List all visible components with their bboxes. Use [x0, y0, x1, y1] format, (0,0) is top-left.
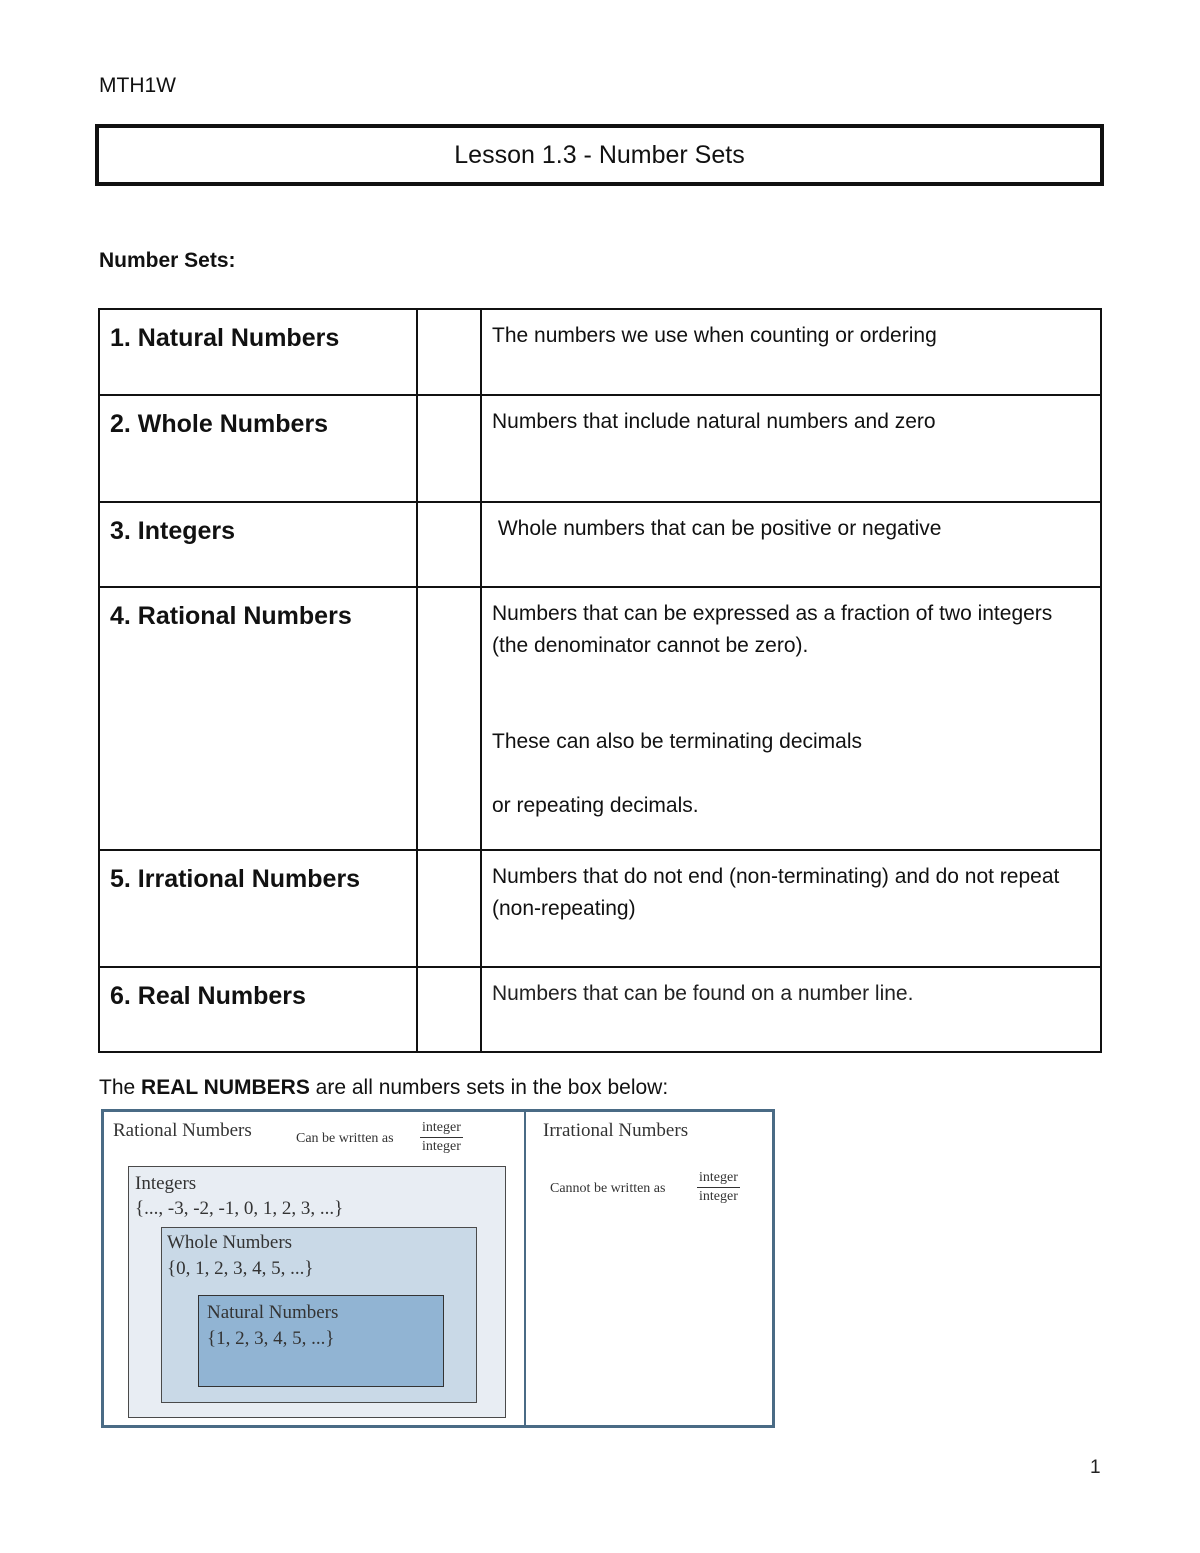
- symbol-cell: [417, 967, 481, 1052]
- whole-set: {0, 1, 2, 3, 4, 5, ...}: [167, 1258, 314, 1279]
- term-real: 6. Real Numbers: [110, 982, 306, 1010]
- term-whole: 2. Whole Numbers: [110, 410, 329, 438]
- description: Numbers that can be found on a number line.: [492, 982, 914, 1005]
- real-numbers-diagram: [101, 1109, 775, 1428]
- page-number: 1: [1090, 1457, 1101, 1478]
- diagram-divider: [524, 1112, 526, 1425]
- rational-fraction: [420, 1120, 463, 1155]
- real-numbers-intro: [99, 1076, 668, 1100]
- rational-frac-num: integer: [420, 1120, 463, 1138]
- description: Whole numbers that can be positive or negative: [492, 517, 942, 540]
- description: These can also be terminating decimals: [492, 730, 863, 753]
- description: The numbers we use when counting or ordering: [492, 324, 937, 347]
- symbol-cell: [417, 395, 481, 502]
- integers-box: [128, 1166, 506, 1418]
- table-row: [99, 850, 1101, 967]
- term-integers: 3. Integers: [110, 517, 236, 545]
- table-row: [99, 395, 1101, 502]
- integers-set: {..., -3, -2, -1, 0, 1, 2, 3, ...}: [135, 1198, 344, 1219]
- term-natural: 1. Natural Numbers: [110, 324, 340, 352]
- irrational-note: Cannot be written as: [550, 1181, 666, 1196]
- lesson-title-box: [95, 124, 1104, 186]
- irrational-fraction: [697, 1170, 740, 1205]
- number-sets-table: [98, 308, 1102, 1053]
- lesson-title: Lesson 1.3 - Number Sets: [454, 140, 745, 169]
- rational-note: Can be written as: [296, 1131, 394, 1146]
- rational-label: Rational Numbers: [113, 1120, 252, 1141]
- term-irrational: 5. Irrational Numbers: [110, 865, 361, 893]
- table-row: [99, 502, 1101, 587]
- table-row: [99, 967, 1101, 1052]
- whole-label: Whole Numbers: [167, 1232, 293, 1253]
- description: Numbers that can be expressed as a fraction of two integers (the denominator cannot be zero).: [492, 602, 1053, 657]
- table-row: [99, 587, 1101, 850]
- integers-label: Integers: [135, 1173, 197, 1194]
- course-code: MTH1W: [99, 74, 176, 97]
- symbol-cell: [417, 850, 481, 967]
- symbol-cell: [417, 309, 481, 395]
- natural-set: {1, 2, 3, 4, 5, ...}: [207, 1328, 335, 1349]
- description: Numbers that include natural numbers and zero: [492, 410, 936, 433]
- section-label: Number Sets:: [99, 249, 236, 272]
- intro-before: The: [99, 1076, 142, 1099]
- natural-numbers-box: [198, 1295, 444, 1387]
- description: or repeating decimals.: [492, 794, 699, 817]
- symbol-cell: [417, 587, 481, 850]
- intro-after: are all numbers sets in the box below:: [309, 1076, 669, 1099]
- irrational-frac-num: integer: [697, 1170, 740, 1188]
- natural-label: Natural Numbers: [207, 1302, 339, 1323]
- symbol-cell: [417, 502, 481, 587]
- whole-numbers-box: [161, 1227, 477, 1403]
- table-row: [99, 309, 1101, 395]
- irrational-label: Irrational Numbers: [543, 1120, 689, 1141]
- rational-frac-den: integer: [422, 1139, 461, 1154]
- term-rational: 4. Rational Numbers: [110, 602, 352, 630]
- description: Numbers that do not end (non-terminating) and do not repeat (non-repeating): [492, 865, 1060, 920]
- intro-bold: REAL NUMBERS: [141, 1076, 310, 1099]
- irrational-frac-den: integer: [699, 1189, 738, 1204]
